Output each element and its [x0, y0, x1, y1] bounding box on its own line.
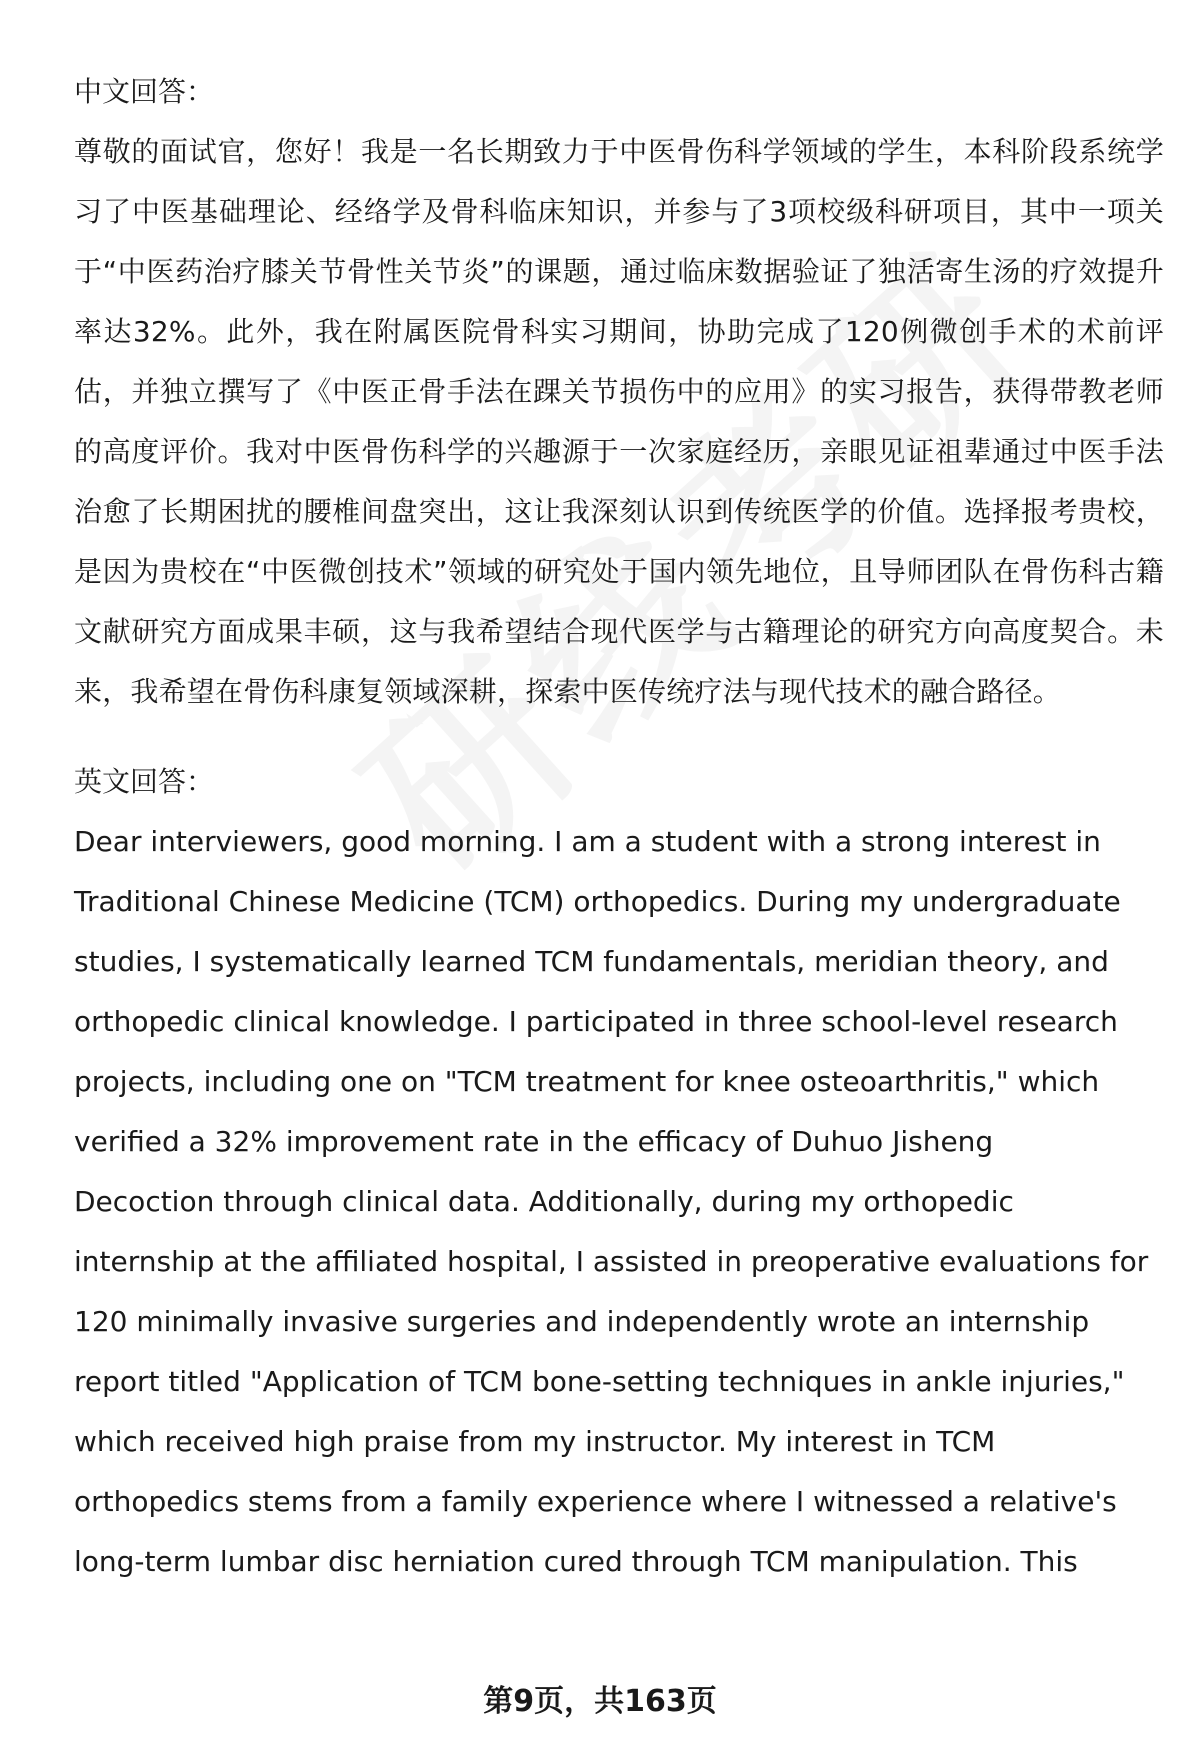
english-line: projects, including one on "TCM treatment for knee osteoarthritis," which — [74, 1065, 1100, 1098]
chinese-answer-body: 尊敬的面试官，您好！我是一名长期致力于中医骨伤科学领域的学生，本科阶段系统学习了中医基础理论、经络学及骨科临床知识，并参与了3项校级科研项目，其中一项关于“中医药治疗膝关节骨性关节炎”的课题，通过临床数据验证了独活寄生汤的疗效提升率达32%。此外，我在附属医院骨科实习期间，协助完成了120例微创手术的术前评估，并独立撰写了《中医正骨手法在踝关节损伤中的应用》的实习报告，获得带教老师的高度评价。我对中医骨伤科学的兴趣源于一次家庭经历，亲眼见证祖辈通过中医手法治愈了长期困扰的腰椎间盘突出，这让我深刻认识到传统医学的价值。选择报考贵校，是因为贵校在“中医微创技术”领域的研究处于国内领先地位，且导师团队在骨伤科古籍文献研究方面成果丰硕，这与我希望结合现代医学与古籍理论的研究方向高度契合。未来，我希望在骨伤科康复领域深耕，探索中医传统疗法与现代技术的融合路径。 — [74, 135, 1164, 708]
english-line: Dear interviewers, good morning. I am a student with a strong interest in — [74, 825, 1101, 858]
chinese-answer-label: 中文回答： — [74, 75, 215, 108]
english-line: 120 minimally invasive surgeries and independently wrote an internship — [74, 1305, 1090, 1338]
english-line: Decoction through clinical data. Additionally, during my orthopedic — [74, 1185, 1014, 1218]
english-answer-label: 英文回答： — [74, 765, 215, 798]
english-line: studies, I systematically learned TCM fundamentals, meridian theory, and — [74, 945, 1109, 978]
english-answer-body — [74, 812, 1164, 1592]
page-number: 第9页，共163页 — [483, 1684, 717, 1719]
english-line: internship at the affiliated hospital, I assisted in preoperative evaluations for — [74, 1245, 1149, 1278]
english-section — [74, 752, 1164, 1592]
english-line: orthopedics stems from a family experience where I witnessed a relative's — [74, 1485, 1117, 1518]
english-line: report titled "Application of TCM bone-setting techniques in ankle injuries," — [74, 1365, 1125, 1398]
page-content — [74, 62, 1164, 1592]
english-line: which received high praise from my instructor. My interest in TCM — [74, 1425, 996, 1458]
english-line: long-term lumbar disc herniation cured through TCM manipulation. This — [74, 1545, 1078, 1578]
english-line: verified a 32% improvement rate in the efficacy of Duhuo Jisheng — [74, 1125, 994, 1158]
english-line: orthopedic clinical knowledge. I participated in three school-level research — [74, 1005, 1118, 1038]
english-line: Traditional Chinese Medicine (TCM) orthopedics. During my undergraduate — [74, 885, 1121, 918]
